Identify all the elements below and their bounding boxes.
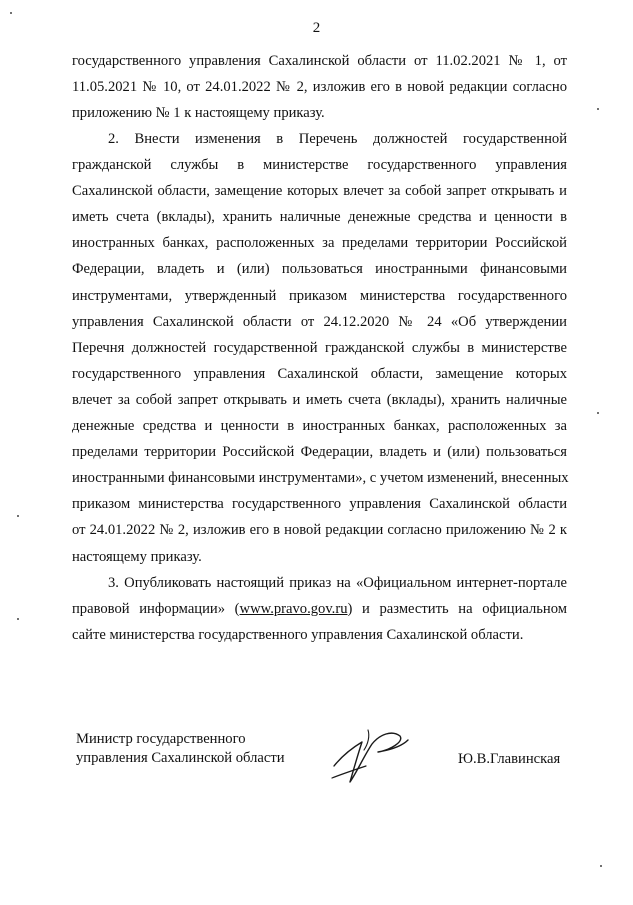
paragraph-2-line: пределами территории Российской Федерации, владеть и (или) пользоваться [72,444,567,461]
paragraph-2-line: инструментами, утвержденный приказом министерства государственного [72,287,567,304]
paragraph-2-line: настоящему приказу. [72,548,202,565]
paragraph-1 [72,48,567,126]
pravo-link[interactable]: www.pravo.gov.ru [239,601,348,618]
paragraph-2-line: приказом министерства государственного управления Сахалинской области [72,496,567,513]
paragraph-2-line: гражданской службы в министерстве государственного управления [72,157,567,174]
paragraph-2-line: государственного управления Сахалинской области, замещение которых [72,365,567,382]
paragraph-2-line: Перечня должностей государственной гражданской службы в министерстве [72,339,567,356]
paragraph-2-line: иностранными финансовыми инструментами», с учетом изменений, внесенных [72,470,569,487]
paragraph-2-line: управления Сахалинской области от 24.12.2020 № 24 «Об утверждении [72,313,567,330]
scan-artifact [597,108,599,110]
paragraph-2 [72,126,567,570]
scan-artifact [10,12,12,14]
paragraph-3-line [72,596,567,622]
paragraph-2-line: от 24.01.2022 № 2, изложив его в новой редакции согласно приложению № 2 к [72,522,567,539]
paragraph-2-line: Сахалинской области, замещение которых влечет за собой запрет открывать и [72,183,567,200]
paragraph-3-text: ) и разместить на официальном [347,601,568,618]
paragraph-3-text: правовой информации» ( [72,601,240,618]
paragraph-1-line: 11.05.2021 № 10, от 24.01.2022 № 2, изложив его в новой редакции согласно [72,79,567,96]
scan-artifact [597,412,599,414]
handwritten-signature [328,726,412,790]
paragraph-2-line: денежные средства и ценности в иностранных банках, расположенных за [72,418,567,435]
paragraph-3 [72,570,567,648]
signatory-position [76,730,285,768]
paragraph-1-line: приложению № 1 к настоящему приказу. [72,105,325,122]
scan-artifact [600,865,602,867]
signatory-name: Ю.В.Главинская [458,751,561,767]
scan-artifact [17,515,19,517]
page-number: 2 [312,20,321,36]
paragraph-3-line: 3. Опубликовать настоящий приказ на «Официальном интернет-портале [108,575,567,591]
scan-artifact [17,618,19,620]
paragraph-1-line: государственного управления Сахалинской области от 11.02.2021 № 1, от [72,53,567,69]
paragraph-2-line: Федерации, владеть и (или) пользоваться иностранными финансовыми [72,261,567,278]
paragraph-3-line: сайте министерства государственного управления Сахалинской области. [72,627,524,644]
paragraph-2-line: иностранных банках, расположенных за пределами территории Российской [72,235,567,252]
signatory-position-line: управления Сахалинской области [76,750,285,766]
signatory-position-line: Министр государственного [76,731,246,747]
paragraph-2-line: иметь счета (вклады), хранить наличные денежные средства и ценности в [72,209,567,226]
paragraph-2-line: 2. Внести изменения в Перечень должностей государственной [108,131,567,147]
paragraph-2-line: влечет за собой запрет открывать и иметь счета (вклады), хранить наличные [72,391,567,408]
